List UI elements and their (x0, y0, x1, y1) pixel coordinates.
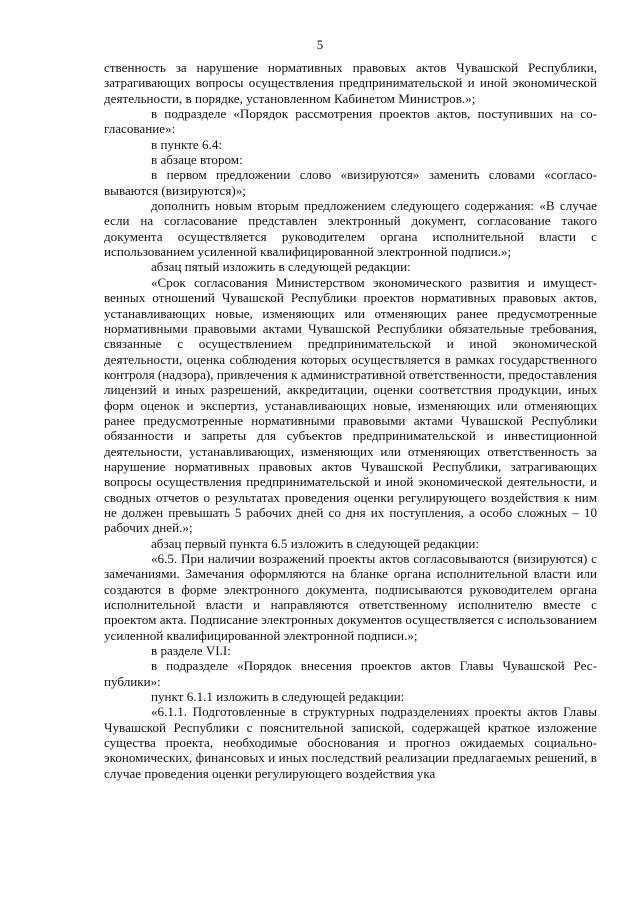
paragraph: в абзаце втором: (151, 152, 243, 168)
paragraph: дополнить новым вторым предложением следующего содержания: «В случае если на согласование представлен электронный документ, согласование такого документа осуществляется руководителем органа исполнительной власти с использованием усиленной квалифицированной электронной подписи.»; (104, 198, 597, 260)
paragraph: в пункте 6.4: (151, 136, 223, 152)
paragraph: абзац первый пункта 6.5 изложить в следующей редакции: (151, 535, 479, 551)
paragraph: в разделе VI.I: (151, 643, 231, 659)
paragraph: «Срок согласования Министерством экономического развития и имущественных отношений Чувашской Республики проектов нормативных правовых актов, устанавливающих новые, изменяющих или отменяющих ранее предусмотренные нормативными правовыми актами Чувашской Республики обязательные требования, связанные с осуществлением предпринимательской и иной экономической деятельности, оценка соблюдения которых осуществляется в рамках государственного контроля (надзора), привлечения к административной ответственности, предоставления лицензий и иных разрешений, аккредитации, оценки соответствия продукции, иных форм оценок и экспертиз, устанавливающих новые, изменяющих или отменяющих ранее предусмотренные нормативными правовыми актами Чувашской Республики обязанности и запреты для субъектов предпринимательской и инвестиционной деятельности, устанавливающих, изменяющих или отменяющих ответственность за нарушение нормативных правовых актов Чувашской Республики, затрагивающих вопросы осуществления предпринимательской и иной экономической деятельности, и сводных отчетов о результатах проведения оценки регулирующего воздействия к ним не должен превышать 5 рабочих дней со дня их поступления, а особо сложных – 10 рабочих дней.»; (104, 274, 597, 536)
paragraph: пункт 6.1.1 изложить в следующей редакции: (151, 689, 405, 705)
document-body (104, 60, 597, 781)
page-number: 5 (316, 37, 324, 52)
paragraph: в подразделе «Порядок рассмотрения проектов актов, поступивших на согласование»: (104, 106, 597, 137)
paragraph: «6.1.1. Подготовленные в структурных подразделениях проекты актов Главы Чувашской Республики с пояснительной запиской, содержащей краткое изложение существа проекта, необходимые обоснования и прогноз ожидаемых социально-экономических, финансовых и иных последствий реализации предлагаемых решений, в случае проведения оценки регулирующего воздействия ука (104, 704, 597, 781)
paragraph: в первом предложении слово «визируются» заменить словами «согласовываются (визируются)»; (104, 167, 597, 198)
paragraph: в подразделе «Порядок внесения проектов актов Главы Чувашской Республики»: (104, 658, 597, 689)
paragraph: ственность за нарушение нормативных правовых актов Чувашской Республики, затрагивающих вопросы осуществления предпринимательской и иной экономической деятельности, в порядке, установленном Кабинетом Министров.»; (104, 60, 597, 106)
paragraph: абзац пятый изложить в следующей редакции: (151, 259, 411, 275)
paragraph: «6.5. При наличии возражений проекты актов согласовываются (визируются) с замечаниями. Замечания оформляются на бланке органа исполнительной власти или создаются в форме электронного документа, подписываются руководителем органа исполнительной власти и направляются ответственному исполнителю вместе с проектом акта. Подписание электронных документов осуществляется с использованием усиленной квалифицированной электронной подписи.»; (104, 551, 597, 643)
